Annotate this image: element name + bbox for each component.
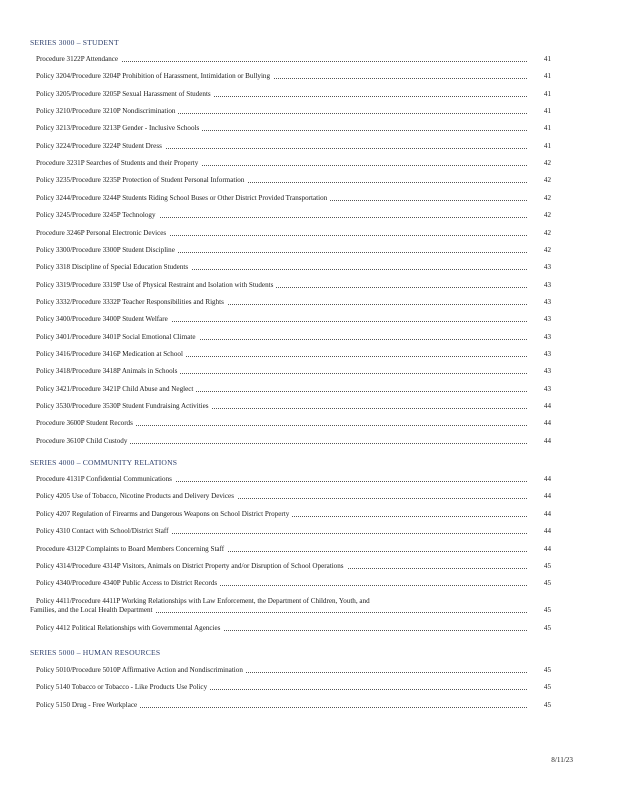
toc-entry-page: 42	[541, 229, 551, 237]
toc-entry-title: Procedure 3600P Student Records	[36, 419, 136, 427]
toc-entry[interactable]	[36, 107, 551, 117]
toc-entry-title: Policy 3210/Procedure 3210P Nondiscrimination	[36, 107, 178, 115]
series-heading: SERIES 5000 – HUMAN RESOURCES	[30, 648, 161, 657]
toc-entry-title: Policy 4207 Regulation of Firearms and Dangerous Weapons on School District Property	[36, 510, 292, 518]
toc-entry-title: Policy 5140 Tobacco or Tobacco - Like Products Use Policy	[36, 683, 210, 691]
series-heading: SERIES 4000 – COMMUNITY RELATIONS	[30, 458, 178, 467]
toc-entry-page: 44	[541, 419, 551, 427]
toc-entry[interactable]	[36, 367, 551, 377]
toc-entry-page: 45	[541, 701, 551, 709]
toc-entry[interactable]	[36, 579, 551, 589]
toc-entry-page: 42	[541, 211, 551, 219]
toc-entry-page: 41	[541, 142, 551, 150]
toc-entry[interactable]	[36, 72, 551, 82]
toc-entry[interactable]	[36, 624, 551, 634]
toc-entry[interactable]	[36, 333, 551, 343]
toc-entry-page: 41	[541, 72, 551, 80]
toc-entry-title: Policy 3332/Procedure 3332P Teacher Responsibilities and Rights	[36, 298, 227, 306]
toc-entry-title: Policy 3530/Procedure 3530P Student Fundraising Activities	[36, 402, 212, 410]
toc-entry[interactable]	[36, 510, 551, 520]
toc-entry[interactable]	[36, 159, 551, 169]
toc-entry-page: 45	[541, 606, 551, 614]
toc-entry-title: Procedure 3246P Personal Electronic Devices	[36, 229, 169, 237]
toc-entry[interactable]	[36, 211, 551, 221]
toc-entry[interactable]	[36, 142, 551, 152]
toc-entry-page: 43	[541, 350, 551, 358]
toc-entry-title: Policy 4412 Political Relationships with Governmental Agencies	[36, 624, 223, 632]
toc-entry[interactable]	[36, 419, 551, 429]
toc-entry-title: Policy 3319/Procedure 3319P Use of Physical Restraint and Isolation with Students	[36, 281, 276, 289]
dot-leader	[76, 443, 527, 444]
toc-entry[interactable]	[36, 350, 551, 360]
toc-entry[interactable]	[36, 229, 551, 239]
toc-entry[interactable]	[36, 298, 551, 308]
dot-leader	[76, 707, 527, 708]
dot-leader	[76, 425, 527, 426]
toc-entry[interactable]	[36, 492, 551, 502]
toc-entry-title: Policy 3416/Procedure 3416P Medication at School	[36, 350, 186, 358]
toc-entry-title: Policy 3235/Procedure 3235P Protection of Student Personal Information	[36, 176, 247, 184]
toc-entry[interactable]	[36, 683, 551, 693]
toc-entry-page: 42	[541, 194, 551, 202]
toc-entry-title: Policy 5150 Drug - Free Workplace	[36, 701, 140, 709]
toc-entry-title: Procedure 3231P Searches of Students and their Property	[36, 159, 201, 167]
toc-entry[interactable]	[36, 437, 551, 447]
toc-entry-page: 45	[541, 666, 551, 674]
toc-entry[interactable]	[36, 402, 551, 412]
toc-entry-title: Policy 3418/Procedure 3418P Animals in Schools	[36, 367, 180, 375]
toc-entry[interactable]	[36, 562, 551, 572]
toc-entry[interactable]	[36, 124, 551, 134]
toc-entry-title: Policy 3318 Discipline of Special Education Students	[36, 263, 191, 271]
toc-entry-page: 44	[541, 492, 551, 500]
toc-entry-title: Policy 3213/Procedure 3213P Gender - Inclusive Schools	[36, 124, 202, 132]
toc-entry-page: 45	[541, 624, 551, 632]
toc-entry-page: 44	[541, 475, 551, 483]
toc-entry-page: 43	[541, 315, 551, 323]
toc-entry-title: Policy 3224/Procedure 3224P Student Dress	[36, 142, 165, 150]
footer-date: 8/11/23	[551, 756, 573, 764]
toc-entry-page: 44	[541, 527, 551, 535]
toc-entry-title: Policy 3300/Procedure 3300P Student Discipline	[36, 246, 178, 254]
toc-entry[interactable]	[36, 666, 551, 676]
toc-entry-title: Policy 3245/Procedure 3245P Technology	[36, 211, 159, 219]
toc-entry-page: 45	[541, 579, 551, 587]
toc-entry[interactable]	[36, 701, 551, 711]
toc-entry[interactable]	[36, 194, 551, 204]
toc-entry-title: Policy 3401/Procedure 3401P Social Emotional Climate	[36, 333, 199, 341]
toc-entry[interactable]	[36, 246, 551, 256]
toc-entry-title: Procedure 4131P Confidential Communications	[36, 475, 175, 483]
toc-entry-title-continuation: Families, and the Local Health Department	[30, 606, 156, 614]
toc-entry-title: Policy 5010/Procedure 5010P Affirmative Action and Nondiscrimination	[36, 666, 246, 674]
dot-leader	[76, 61, 527, 62]
toc-entry-page: 44	[541, 510, 551, 518]
toc-entry-page: 43	[541, 281, 551, 289]
toc-entry-title: Policy 4340/Procedure 4340P Public Access to District Records	[36, 579, 220, 587]
toc-entry-page: 43	[541, 385, 551, 393]
toc-entry[interactable]	[36, 545, 551, 555]
toc-entry-page: 43	[541, 333, 551, 341]
toc-entry-title: Policy 4314/Procedure 4314P Visitors, Animals on District Property and/or Disruption of School Operations	[36, 562, 347, 570]
toc-entry-page: 43	[541, 367, 551, 375]
toc-entry[interactable]	[36, 475, 551, 485]
toc-entry-title: Policy 3400/Procedure 3400P Student Welfare	[36, 315, 171, 323]
toc-entry-title: Policy 4205 Use of Tobacco, Nicotine Products and Delivery Devices	[36, 492, 237, 500]
toc-entry-page: 41	[541, 107, 551, 115]
toc-entry[interactable]	[36, 176, 551, 186]
toc-entry[interactable]	[36, 527, 551, 537]
toc-entry[interactable]	[36, 315, 551, 325]
toc-entry[interactable]	[36, 263, 551, 273]
toc-entry-title: Policy 4411/Procedure 4411P Working Relationships with Law Enforcement, the Department of Children, Youth, and	[36, 596, 370, 605]
toc-entry-page: 44	[541, 437, 551, 445]
toc-entry-page: 42	[541, 246, 551, 254]
toc-entry-page: 42	[541, 159, 551, 167]
toc-entry-title: Procedure 3610P Child Custody	[36, 437, 130, 445]
toc-entry[interactable]	[30, 597, 551, 615]
toc-entry-title: Policy 4310 Contact with School/District Staff	[36, 527, 171, 535]
toc-entry-title: Policy 3421/Procedure 3421P Child Abuse and Neglect	[36, 385, 196, 393]
toc-entry[interactable]	[36, 385, 551, 395]
toc-entry-page: 43	[541, 263, 551, 271]
toc-entry-title: Procedure 3122P Attendance	[36, 55, 121, 63]
toc-entry-page: 41	[541, 90, 551, 98]
toc-entry-title: Procedure 4312P Complaints to Board Members Concerning Staff	[36, 545, 227, 553]
toc-entry-page: 41	[541, 124, 551, 132]
toc-entry-page: 41	[541, 55, 551, 63]
toc-entry[interactable]	[36, 90, 551, 100]
toc-entry-page: 43	[541, 298, 551, 306]
series-heading: SERIES 3000 – STUDENT	[30, 38, 119, 47]
toc-entry-page: 42	[541, 176, 551, 184]
toc-entry-page: 45	[541, 562, 551, 570]
toc-entry-title: Policy 3244/Procedure 3244P Students Riding School Buses or Other District Provided Transportation	[36, 194, 330, 202]
toc-entry-title: Policy 3204/Procedure 3204P Prohibition of Harassment, Intimidation or Bullying	[36, 72, 273, 80]
toc-entry-page: 44	[541, 402, 551, 410]
toc-entry[interactable]	[36, 55, 551, 65]
toc-entry-page: 45	[541, 683, 551, 691]
toc-entry-page: 44	[541, 545, 551, 553]
toc-entry[interactable]	[36, 281, 551, 291]
toc-entry-title: Policy 3205/Procedure 3205P Sexual Harassment of Students	[36, 90, 214, 98]
